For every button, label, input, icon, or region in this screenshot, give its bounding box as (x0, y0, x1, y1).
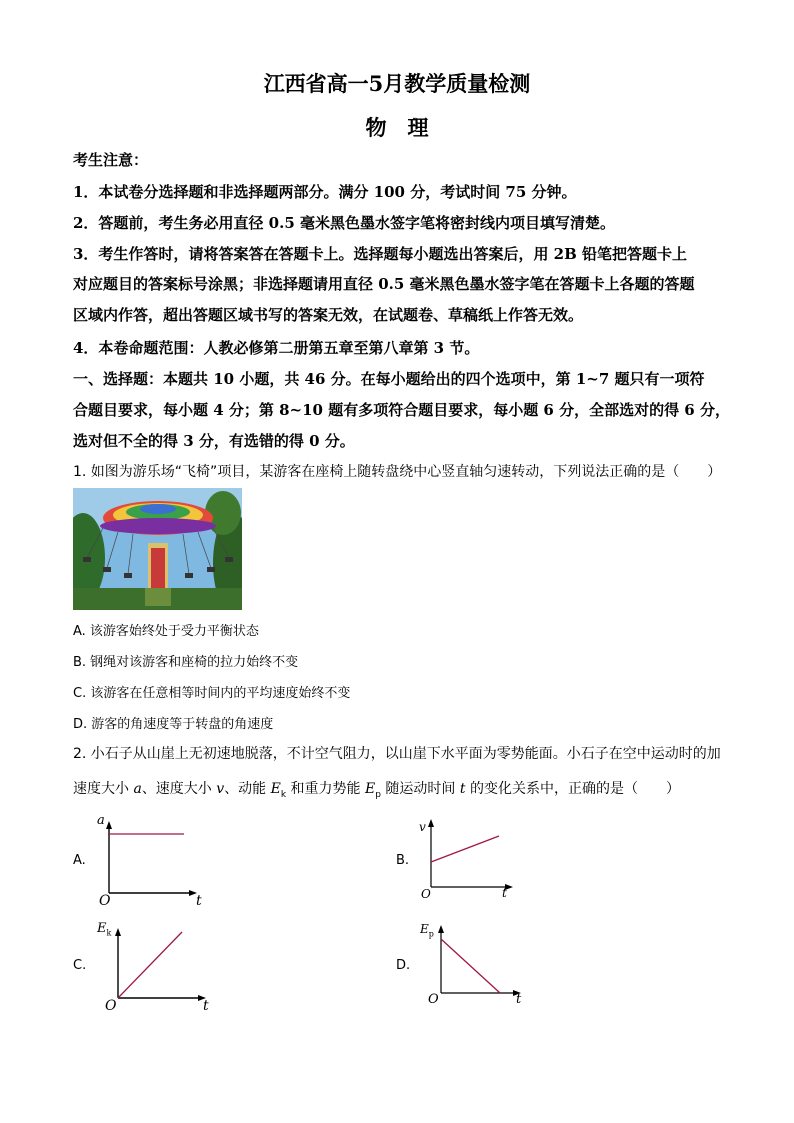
q2-option-c-label: C. (73, 958, 87, 973)
graph-a-y-label: a (97, 813, 105, 828)
graph-c-y-sub: k (106, 928, 112, 938)
q2-option-a-label: A. (73, 853, 86, 868)
notice-heading: 考生注意： (73, 151, 149, 169)
q1-option-b: B. 钢绳对该游客和座椅的拉力始终不变 (73, 655, 299, 670)
graph-c-origin: O (105, 998, 117, 1014)
q2-stem-line2: 速度大小 a、速度大小 v、动能 $E_k$ 和重力势能 $E_p$ 随运动时间 t 的变化关系中，正确的是（ ） (73, 781, 680, 800)
q2-option-d-label: D. (396, 958, 411, 973)
notice-item-4: 4．本卷命题范围：人教必修第二册第五章至第八章第 3 节。 (73, 339, 480, 357)
graph-d-y-sub: p (428, 929, 434, 939)
q2-option-b-label: B. (396, 853, 410, 868)
section-intro-1: 一、选择题：本题共 10 小题，共 46 分。在每小题给出的四个选项中，第 1~7 题只有一项符 (73, 370, 705, 388)
graph-d-y-label: $E_p$ (420, 922, 434, 939)
q2-stem-line1: 2. 小石子从山崖上无初速地脱落，不计空气阻力，以山崖下水平面为零势能面。小石子在空中运动时的加 (73, 746, 721, 762)
notice-item-3-cont-1: 对应题目的答案标号涂黑；非选择题请用直径 0.5 毫米黑色墨水签字笔在答题卡上各题的答题 (73, 275, 695, 293)
graph-c-y-label: $E_k$ (97, 921, 112, 938)
graph-b-x-label: t (502, 886, 507, 900)
q1-option-c: C. 该游客在任意相等时间内的平均速度始终不变 (73, 686, 351, 701)
subject-title: 物 理 (365, 115, 429, 140)
q1-stem: 1. 如图为游乐场“飞椅”项目，某游客在座椅上随转盘绕中心竖直轴匀速转动，下列说法正确的是（ ） (73, 464, 722, 480)
notice-item-1: 1．本试卷分选择题和非选择题两部分。满分 100 分，考试时间 75 分钟。 (73, 183, 577, 201)
graph-d-curve (441, 939, 500, 993)
notice-item-3: 3．考生作答时，请将答案答在答题卡上。选择题每小题选出答案后，用 2B 铅笔把答题卡上 (73, 245, 688, 263)
section-intro-3: 选对但不全的得 3 分，有选错的得 0 分。 (73, 432, 355, 450)
graph-d-x-label: t (516, 992, 522, 1007)
exam-title: 江西省高一5月教学质量检测 (263, 71, 531, 96)
graph-c-x-label: t (203, 998, 209, 1014)
graph-b-y-label: v (419, 820, 426, 834)
notice-item-3-cont-2: 区域内作答，超出答题区域书写的答案无效，在试题卷、草稿纸上作答无效。 (73, 306, 584, 324)
q1-option-d: D. 游客的角速度等于转盘的角速度 (73, 717, 274, 732)
graph-d-origin: O (428, 992, 439, 1007)
graph-d-y-arrow (438, 925, 444, 933)
graph-a-x-label: t (196, 893, 202, 909)
graph-b-origin: O (421, 887, 431, 901)
graph-a-origin: O (99, 893, 111, 909)
section-intro-2: 合题目要求，每小题 4 分；第 8~10 题有多项符合题目要求，每小题 6 分，全部选对的得 6 分， (73, 401, 730, 419)
notice-item-2: 2．答题前，考生务必用直径 0.5 毫米黑色墨水签字笔将密封线内项目填写清楚。 (73, 214, 615, 232)
q1-option-a: A. 该游客始终处于受力平衡状态 (73, 624, 259, 639)
